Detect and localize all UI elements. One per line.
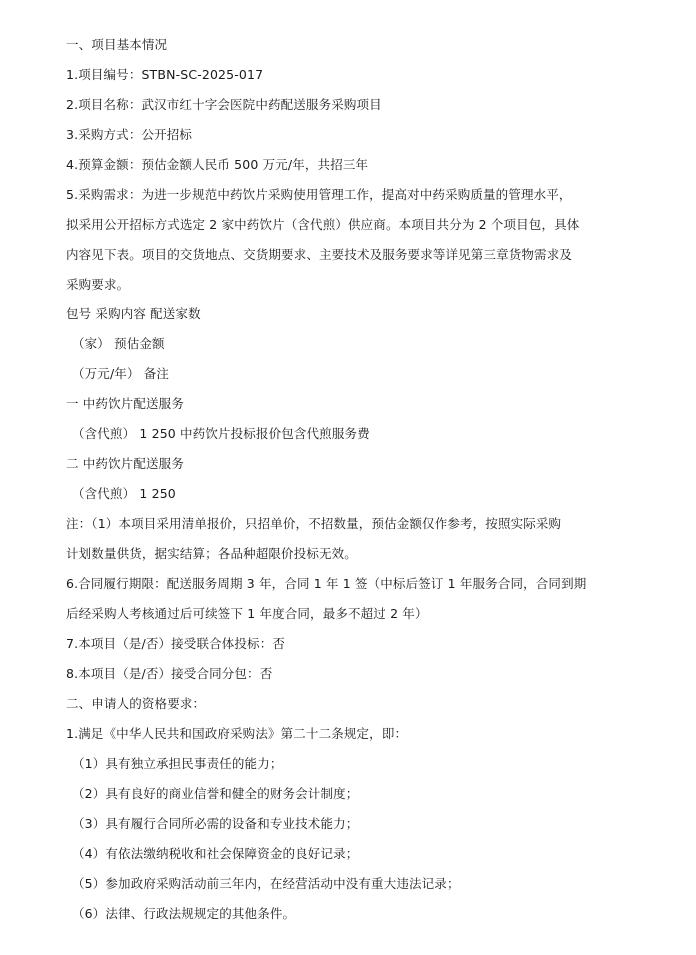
pricing-note: 计划数量供货，据实结算；各品种超限价投标无效。 [66,546,357,561]
budget-amount: 4.预算金额：预估金额人民币 500 万元/年，共招三年 [66,157,369,172]
section-heading-qualifications: 二、申请人的资格要求： [66,696,206,711]
qualification-item: 1.满足《中华人民共和国政府采购法》第二十二条规定，即： [66,726,408,741]
package-row: （含代煎） 1 250 中药饮片投标报价包含代煎服务费 [72,426,370,441]
project-name: 2.项目名称：武汉市红十字会医院中药配送服务采购项目 [66,97,382,112]
qualification-item: （6）法律、行政法规规定的其他条件。 [72,906,296,921]
qualification-item: （3）具有履行合同所必需的设备和专业技术能力； [72,816,359,831]
consortium-bid: 7.本项目（是/否）接受联合体投标：否 [66,636,285,651]
package-table-header: 包号 采购内容 配送家数 [66,306,201,321]
contract-term: 后经采购人考核通过后可续签下 1 年度合同，最多不超过 2 年） [66,606,428,621]
qualification-item: （4）有依法缴纳税收和社会保障资金的良好记录； [72,846,359,861]
procurement-demand-line: 拟采用公开招标方式选定 2 家中药饮片（含代煎）供应商。本项目共分为 2 个项目包，具体 [66,217,580,232]
qualification-item: （1）具有独立承担民事责任的能力； [72,756,283,771]
project-number: 1.项目编号：STBN-SC-2025-017 [66,67,264,82]
package-table-header: （万元/年） 备注 [72,366,170,381]
procurement-demand-line: 5.采购需求：为进一步规范中药饮片采购使用管理工作，提高对中药采购质量的管理水平， [66,187,572,202]
procurement-method: 3.采购方式：公开招标 [66,127,193,142]
pricing-note: 注：（1）本项目采用清单报价，只招单价，不招数量，预估金额仅作参考，按照实际采购 [66,516,562,531]
procurement-demand-line: 内容见下表。项目的交货地点、交货期要求、主要技术及服务要求等详见第三章货物需求及 [66,247,573,262]
qualification-item: （5）参加政府采购活动前三年内，在经营活动中没有重大违法记录； [72,876,460,891]
contract-term: 6.合同履行期限：配送服务周期 3 年，合同 1 年 1 签（中标后签订 1 年服务合同，合同到期 [66,576,587,591]
package-row: 二 中药饮片配送服务 [66,456,184,471]
package-row: （含代煎） 1 250 [72,486,176,501]
qualification-item: （2）具有良好的商业信誉和健全的财务会计制度； [72,786,359,801]
package-table-header: （家） 预估金额 [72,336,165,351]
package-row: 一 中药饮片配送服务 [66,396,184,411]
section-heading-basic-info: 一、项目基本情况 [66,37,168,52]
procurement-demand-line: 采购要求。 [66,277,130,292]
subcontracting: 8.本项目（是/否）接受合同分包：否 [66,666,273,681]
